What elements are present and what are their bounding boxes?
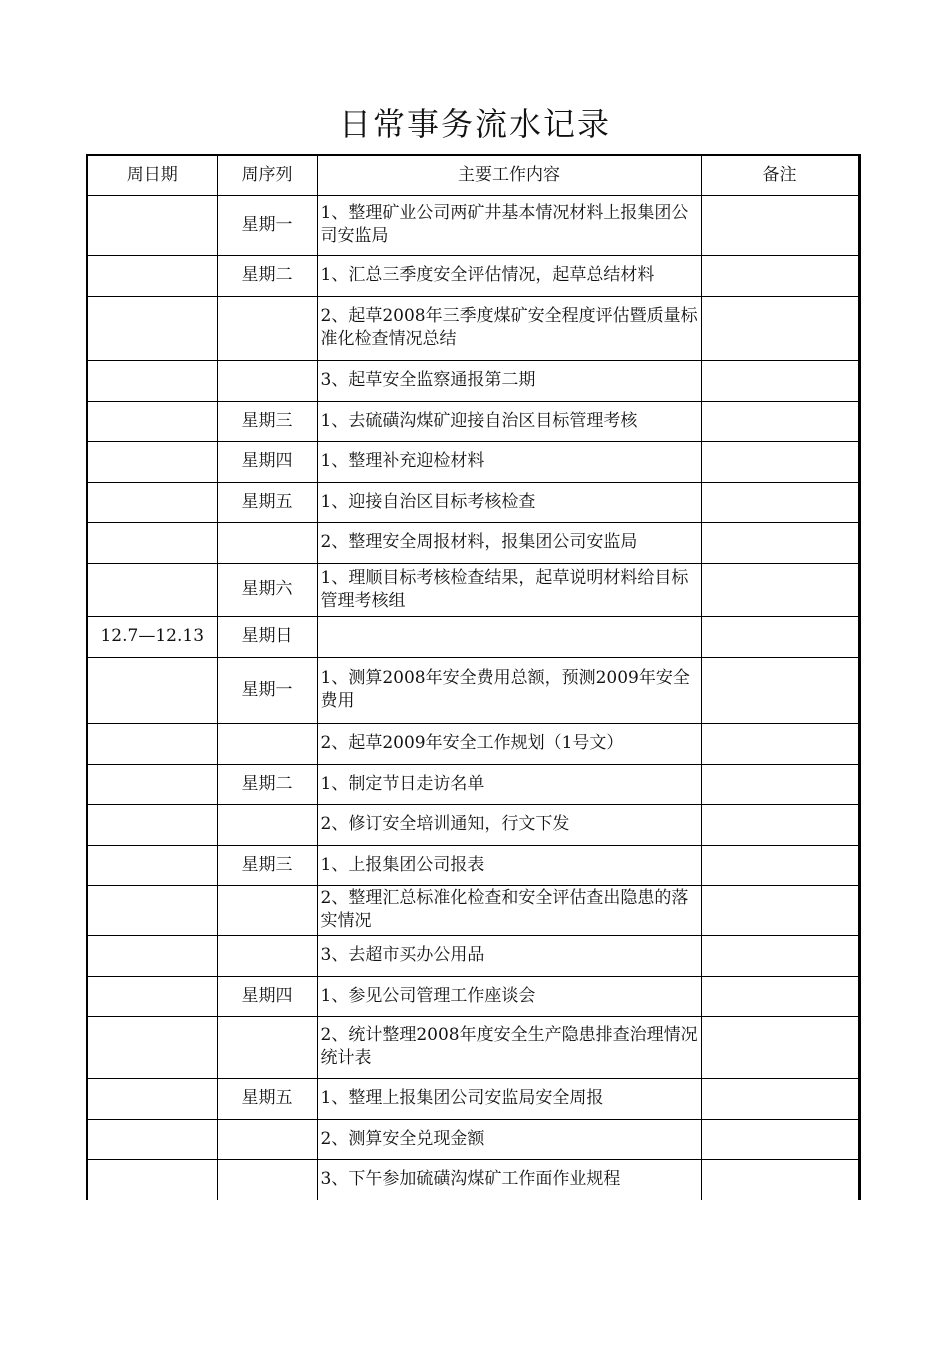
date-cell — [87, 657, 217, 723]
note-cell — [701, 401, 859, 441]
date-cell — [87, 885, 217, 935]
content-cell: 2、修订安全培训通知，行文下发 — [317, 804, 701, 845]
note-cell — [701, 885, 859, 935]
weekday-cell — [217, 360, 317, 401]
content-cell: 3、下午参加硫磺沟煤矿工作面作业规程 — [317, 1159, 701, 1200]
content-cell: 1、制定节日走访名单 — [317, 764, 701, 804]
work-log-body — [87, 155, 859, 1200]
content-cell: 3、去超市买办公用品 — [317, 935, 701, 976]
content-cell: 1、去硫磺沟煤矿迎接自治区目标管理考核 — [317, 401, 701, 441]
table-row — [87, 1016, 859, 1078]
note-cell — [701, 1119, 859, 1159]
date-cell — [87, 482, 217, 522]
date-cell — [87, 401, 217, 441]
weekday-cell: 星期一 — [217, 657, 317, 723]
table-row — [87, 845, 859, 885]
weekday-cell: 星期六 — [217, 563, 317, 616]
content-cell: 2、测算安全兑现金额 — [317, 1119, 701, 1159]
table-row — [87, 195, 859, 255]
date-cell — [87, 723, 217, 764]
note-cell — [701, 1159, 859, 1200]
weekday-cell: 星期五 — [217, 1078, 317, 1119]
note-cell — [701, 360, 859, 401]
date-cell — [87, 441, 217, 482]
weekday-cell: 星期五 — [217, 482, 317, 522]
table-row — [87, 255, 859, 296]
table-row — [87, 482, 859, 522]
table-row — [87, 657, 859, 723]
note-cell — [701, 1078, 859, 1119]
date-cell — [87, 360, 217, 401]
weekday-cell: 星期一 — [217, 195, 317, 255]
content-cell: 1、测算2008年安全费用总额，预测2009年安全费用 — [317, 657, 701, 723]
content-cell: 1、理顺目标考核检查结果，起草说明材料给目标管理考核组 — [317, 563, 701, 616]
note-cell — [701, 563, 859, 616]
content-cell: 1、整理补充迎检材料 — [317, 441, 701, 482]
content-cell: 1、汇总三季度安全评估情况，起草总结材料 — [317, 255, 701, 296]
table-row — [87, 976, 859, 1016]
table-row — [87, 764, 859, 804]
note-cell — [701, 195, 859, 255]
table-row — [87, 401, 859, 441]
note-cell — [701, 935, 859, 976]
content-cell: 2、整理安全周报材料，报集团公司安监局 — [317, 522, 701, 563]
content-cell: 2、起草2008年三季度煤矿安全程度评估暨质量标准化检查情况总结 — [317, 296, 701, 360]
header-date: 周日期 — [87, 155, 217, 195]
table-row — [87, 1078, 859, 1119]
date-cell: 12.7—12.13 — [87, 616, 217, 657]
weekday-cell — [217, 885, 317, 935]
weekday-cell: 星期四 — [217, 441, 317, 482]
date-cell — [87, 764, 217, 804]
note-cell — [701, 976, 859, 1016]
note-cell — [701, 764, 859, 804]
table-row — [87, 563, 859, 616]
weekday-cell — [217, 296, 317, 360]
date-cell — [87, 255, 217, 296]
table-row — [87, 1159, 859, 1200]
note-cell — [701, 482, 859, 522]
date-cell — [87, 296, 217, 360]
table-row — [87, 935, 859, 976]
content-cell: 1、整理矿业公司两矿井基本情况材料上报集团公司安监局 — [317, 195, 701, 255]
weekday-cell — [217, 723, 317, 764]
date-cell — [87, 845, 217, 885]
weekday-cell: 星期二 — [217, 764, 317, 804]
content-cell: 1、上报集团公司报表 — [317, 845, 701, 885]
table-row — [87, 296, 859, 360]
date-cell — [87, 1119, 217, 1159]
date-cell — [87, 976, 217, 1016]
date-cell — [87, 1078, 217, 1119]
table-row — [87, 804, 859, 845]
content-cell: 3、起草安全监察通报第二期 — [317, 360, 701, 401]
content-cell: 2、起草2009年安全工作规划（1号文） — [317, 723, 701, 764]
table-row — [87, 616, 859, 657]
content-cell: 1、参见公司管理工作座谈会 — [317, 976, 701, 1016]
date-cell — [87, 522, 217, 563]
note-cell — [701, 845, 859, 885]
note-cell — [701, 296, 859, 360]
content-cell: 1、迎接自治区目标考核检查 — [317, 482, 701, 522]
table-row — [87, 885, 859, 935]
weekday-cell — [217, 1016, 317, 1078]
weekday-cell — [217, 804, 317, 845]
header-weekday: 周序列 — [217, 155, 317, 195]
date-cell — [87, 1016, 217, 1078]
header-content: 主要工作内容 — [317, 155, 701, 195]
table-row — [87, 522, 859, 563]
date-cell — [87, 195, 217, 255]
note-cell — [701, 1016, 859, 1078]
table-row — [87, 441, 859, 482]
weekday-cell — [217, 1119, 317, 1159]
content-cell: 2、统计整理2008年度安全生产隐患排查治理情况统计表 — [317, 1016, 701, 1078]
date-cell — [87, 1159, 217, 1200]
weekday-cell: 星期三 — [217, 845, 317, 885]
note-cell — [701, 441, 859, 482]
weekday-cell — [217, 935, 317, 976]
weekday-cell: 星期日 — [217, 616, 317, 657]
note-cell — [701, 657, 859, 723]
date-cell — [87, 563, 217, 616]
weekday-cell: 星期二 — [217, 255, 317, 296]
content-cell: 2、整理汇总标准化检查和安全评估查出隐患的落实情况 — [317, 885, 701, 935]
weekday-cell — [217, 1159, 317, 1200]
table-row — [87, 1119, 859, 1159]
note-cell — [701, 616, 859, 657]
page-title: 日常事务流水记录 — [338, 105, 611, 143]
weekday-cell: 星期三 — [217, 401, 317, 441]
table-row — [87, 723, 859, 764]
weekday-cell: 星期四 — [217, 976, 317, 1016]
note-cell — [701, 522, 859, 563]
table-row — [87, 360, 859, 401]
note-cell — [701, 804, 859, 845]
work-log-table — [86, 154, 861, 1200]
content-cell: 1、整理上报集团公司安监局安全周报 — [317, 1078, 701, 1119]
note-cell — [701, 723, 859, 764]
date-cell — [87, 935, 217, 976]
header-row — [87, 155, 859, 195]
date-cell — [87, 804, 217, 845]
content-cell — [317, 616, 701, 657]
weekday-cell — [217, 522, 317, 563]
header-note: 备注 — [701, 155, 859, 195]
note-cell — [701, 255, 859, 296]
